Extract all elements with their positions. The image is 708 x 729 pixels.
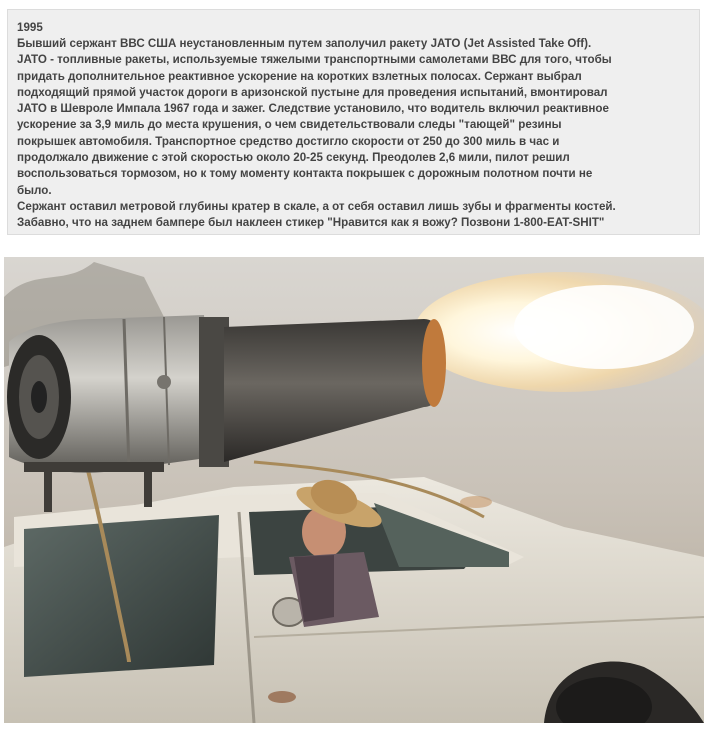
caption-line: JATO - топливные ракеты, используемые тяжелыми транспортными самолетами ВВС для того, чтобы: [17, 53, 612, 67]
caption-line: было.: [17, 183, 52, 197]
caption-line: Сержант оставил метровой глубины кратер в скале, а от себя оставил лишь зубы и фрагменты костей.: [17, 199, 616, 213]
caption-line: JATO в Шевроле Импала 1967 года и зажег. Следствие установило, что водитель включил реактивное: [17, 102, 609, 116]
caption-year: 1995: [17, 21, 43, 34]
caption-line: покрышек автомобиля. Транспортное средство достигло скорости от 250 до 300 миль в час и: [17, 134, 560, 148]
caption-line: ускорение за 3,9 миль до места крушения, о чем свидетельствовали следы "тающей" резины: [17, 118, 562, 132]
caption-line: продолжало движение с этой скоростью около 20-25 секунд. Преодолев 2,6 мили, пилот решил: [17, 151, 570, 165]
caption-line: подходящий прямой участок дороги в аризонской пустыне для проведения испытаний, вмонтировал: [17, 85, 608, 99]
caption-line: Забавно, что на заднем бампере был наклеен стикер "Нравится как я вожу? Позвони 1-800-EAT-SHIT": [17, 216, 605, 230]
photo-jet-car: [4, 257, 704, 723]
caption-line: придать дополнительное реактивное ускорение на коротких взлетных полосах. Сержант выбрал: [17, 69, 582, 83]
caption-line: Бывший сержант ВВС США неустановленным путем заполучил ракету JATO (Jet Assisted Take Off).: [17, 37, 592, 50]
caption-box: [7, 9, 700, 235]
caption-line: воспользоваться тормозом, но к тому моменту контакта покрышек с дорожным полотном почти не: [17, 167, 593, 181]
photo-illustration: [4, 257, 704, 723]
